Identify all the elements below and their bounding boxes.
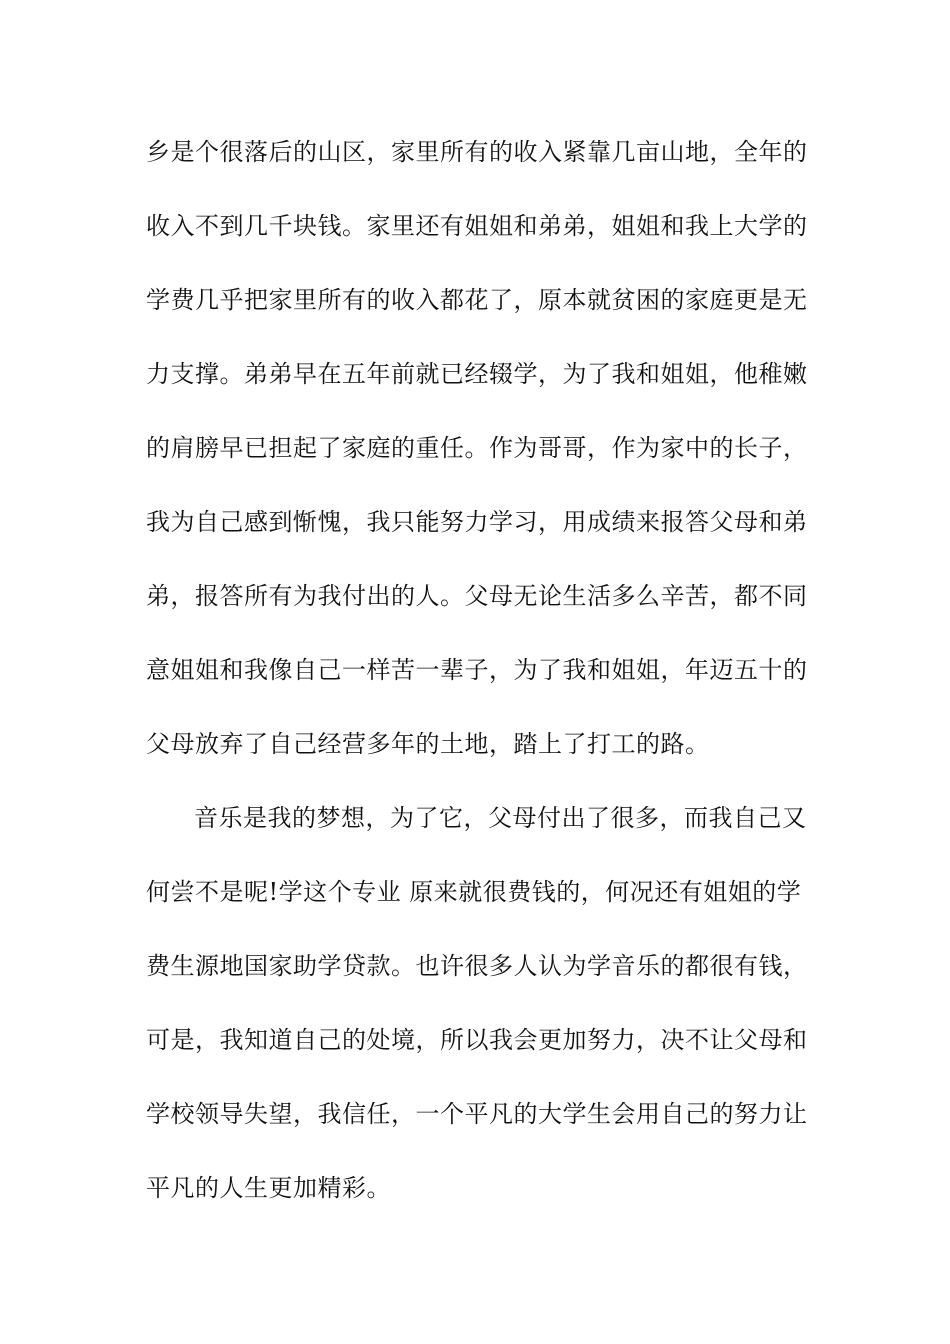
text-line: 可是，我知道自己的处境，所以我会更加努力，决不让父母和 — [146, 1026, 808, 1054]
text-line: 我为自己感到惭愧，我只能努力学习，用成绩来报答父母和弟 — [146, 508, 808, 536]
text-line: 乡是个很落后的山区，家里所有的收入紧靠几亩山地，全年的 — [146, 138, 808, 166]
text-line: 力支撑。弟弟早在五年前就已经辍学，为了我和姐姐，他稚嫩 — [146, 360, 808, 388]
text-line: 平凡的人生更加精彩。 — [146, 1174, 391, 1202]
body-text — [146, 130, 806, 1240]
paragraph-start-line: 音乐是我的梦想，为了它，父母付出了很多，而我自己又 — [194, 804, 807, 832]
text-line: 费生源地国家助学贷款。也许很多人认为学音乐的都很有钱， — [146, 952, 808, 980]
text-line: 弟，报答所有为我付出的人。父母无论生活多么辛苦，都不同 — [146, 582, 808, 610]
text-line: 学校领导失望，我信任，一个平凡的大学生会用自己的努力让 — [146, 1100, 808, 1128]
text-line: 的肩膀早已担起了家庭的重任。作为哥哥，作为家中的长子， — [146, 434, 808, 462]
text-line: 学费几乎把家里所有的收入都花了，原本就贫困的家庭更是无 — [146, 286, 808, 314]
text-line: 父母放弃了自己经营多年的土地，踏上了打工的路。 — [146, 730, 710, 758]
text-line: 意姐姐和我像自己一样苦一辈子，为了我和姐姐，年迈五十的 — [146, 656, 808, 684]
text-line: 何尝不是呢!学这个专业 原来就很费钱的，何况还有姐姐的学 — [146, 878, 802, 906]
text-line: 收入不到几千块钱。家里还有姐姐和弟弟，姐姐和我上大学的 — [146, 212, 808, 240]
